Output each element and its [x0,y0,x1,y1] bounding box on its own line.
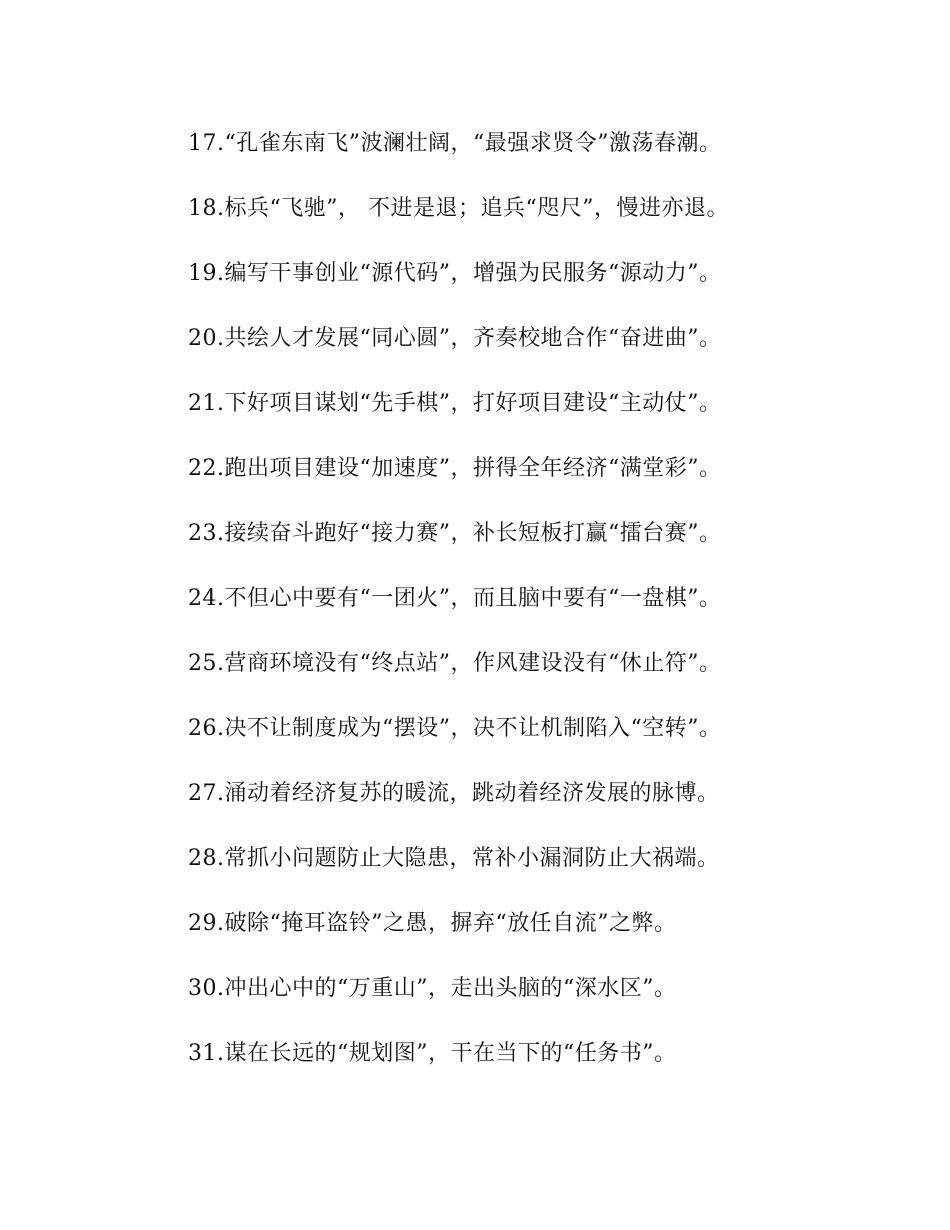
item-number: 27. [188,781,225,806]
list-item [188,256,928,321]
item-text: 编写干事创业“源代码”，增强为民服务“源动力”。 [224,261,722,286]
item-text: 标兵“飞驰”， 不进是退；追兵“咫尺”，慢进亦退。 [224,196,729,221]
item-number: 21. [188,391,225,416]
list-item [188,516,928,581]
list-item [188,386,928,451]
list-item [188,971,928,1036]
item-number: 17. [188,131,225,156]
list-item [188,581,928,646]
item-number: 23. [188,521,225,546]
item-text: 共绘人才发展“同心圆”，齐奏校地合作“奋进曲”。 [224,326,722,351]
list-item [188,646,928,711]
list-item [188,841,928,906]
list-item [188,1036,928,1101]
item-number: 20. [188,326,225,351]
list-item [188,321,928,386]
item-text: 跑出项目建设“加速度”，拼得全年经济“满堂彩”。 [224,456,722,481]
list-item [188,906,928,971]
item-text: 接续奋斗跑好“接力赛”，补长短板打赢“擂台赛”。 [224,521,722,546]
item-text: 破除“掩耳盗铃”之愚，摒弃“放任自流”之弊。 [224,911,677,936]
item-text: “孔雀东南飞”波澜壮阔，“最强求贤令”激荡春潮。 [224,131,722,156]
list-item [188,126,928,191]
item-text: 营商环境没有“终点站”，作风建设没有“休止符”。 [224,651,722,676]
item-text: 冲出心中的“万重山”，走出头脑的“深水区”。 [224,976,677,1001]
item-text: 涌动着经济复苏的暖流，跳动着经济发展的脉博。 [224,781,720,806]
item-text: 不但心中要有“一团火”，而且脑中要有“一盘棋”。 [224,586,722,611]
list-item [188,191,928,256]
item-number: 22. [188,456,225,481]
item-text: 决不让制度成为“摆设”，决不让机制陷入“空转”。 [224,716,722,741]
item-number: 18. [188,196,225,221]
item-text: 下好项目谋划“先手棋”，打好项目建设“主动仗”。 [224,391,722,416]
item-number: 28. [188,846,225,871]
list-item [188,451,928,516]
item-number: 24. [188,586,225,611]
slogan-list [188,126,928,1101]
list-item [188,711,928,776]
item-number: 25. [188,651,225,676]
item-number: 26. [188,716,225,741]
item-number: 31. [188,1041,225,1066]
list-item [188,776,928,841]
item-number: 19. [188,261,225,286]
item-text: 谋在长远的“规划图”，干在当下的“任务书”。 [224,1041,677,1066]
item-number: 29. [188,911,225,936]
item-text: 常抓小问题防止大隐患，常补小漏洞防止大祸端。 [224,846,720,871]
item-number: 30. [188,976,225,1001]
